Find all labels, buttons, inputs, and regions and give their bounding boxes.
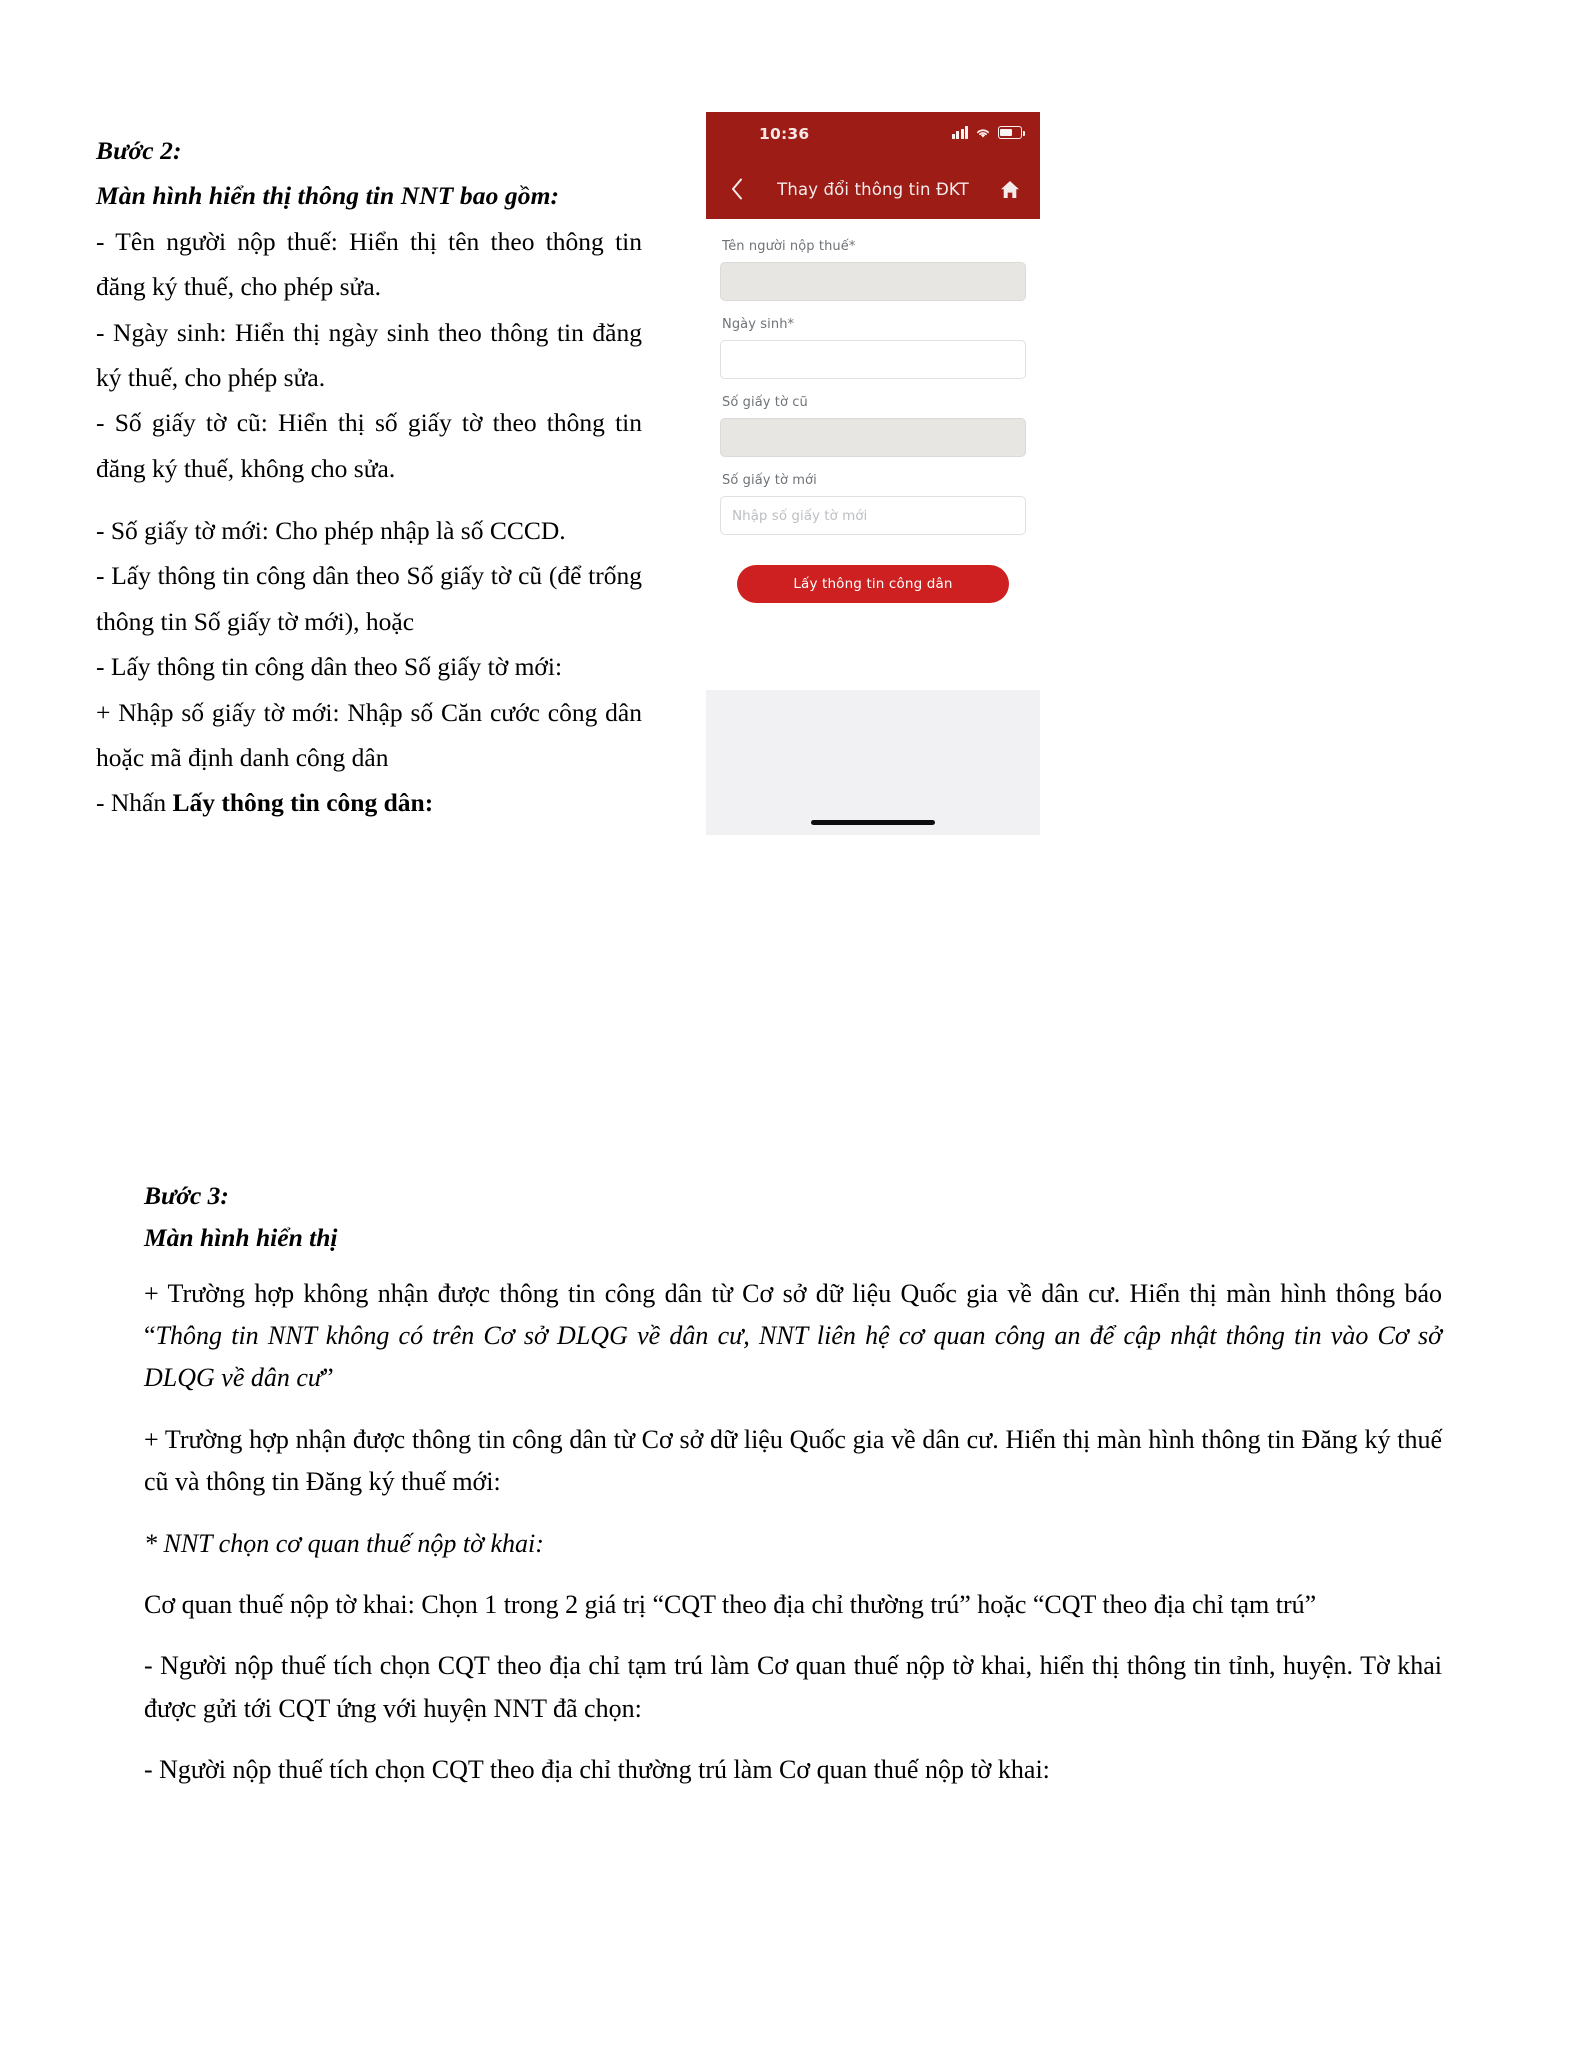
step2-heading: Bước 2:: [96, 136, 182, 165]
step2-section: [0, 0, 1583, 880]
step3-paragraph-1: + Trường hợp không nhận được thông tin công dân từ Cơ sở dữ liệu Quốc gia về dân cư. Hiển thị màn hình thông báo “Thông tin NNT không có trên Cơ sở DLQG về dân cư, NNT liên hệ cơ quan công an để cập nhật thông tin vào Cơ sở DLQG về dân cư”: [144, 1278, 1442, 1393]
status-time: 10:36: [759, 125, 810, 143]
phone-screenshot: [706, 112, 1040, 835]
step3-paragraph-2: + Trường hợp nhận được thông tin công dân từ Cơ sở dữ liệu Quốc gia về dân cư. Hiển thị màn hình thông tin Đăng ký thuế cũ và thông tin Đăng ký thuế mới:: [144, 1424, 1442, 1497]
phone-status-bar: [706, 112, 1040, 159]
step2-final-line: [96, 780, 642, 825]
input-so-giay-to-moi[interactable]: [720, 496, 1026, 535]
step2-line-1: - Tên người nộp thuế: Hiển thị tên theo thông tin đăng ký thuế, cho phép sửa.: [96, 226, 642, 302]
phone-nav-bar: [706, 159, 1040, 219]
step2-line-3: - Số giấy tờ cũ: Hiển thị số giấy tờ theo thông tin đăng ký thuế, không cho sửa.: [96, 408, 642, 483]
field-gap-3: [720, 457, 1026, 473]
input-ngay-sinh[interactable]: [720, 340, 1026, 379]
label-so-giay-to-cu: Số giấy tờ cũ: [722, 395, 808, 410]
step3-section: [144, 1175, 1442, 1791]
submit-button-wrap: [720, 565, 1026, 603]
phone-footer-area: [706, 690, 1040, 835]
phone-form-body: [706, 219, 1040, 690]
chevron-left-icon[interactable]: [724, 176, 750, 202]
step2-final-bold: Lấy thông tin công dân:: [172, 788, 434, 818]
input-so-giay-to-cu: [720, 418, 1026, 457]
home-icon[interactable]: [999, 178, 1021, 200]
battery-icon: [998, 126, 1022, 139]
step3-paragraph-6: - Người nộp thuế tích chọn CQT theo địa chỉ thường trú làm Cơ quan thuế nộp tờ khai:: [144, 1755, 1050, 1785]
label-ngay-sinh: Ngày sinh*: [722, 317, 795, 332]
home-indicator: [811, 820, 935, 825]
step2-text-column: [96, 128, 642, 826]
form-top-spacer: [720, 219, 1026, 239]
step3-paragraph-4: Cơ quan thuế nộp tờ khai: Chọn 1 trong 2 giá trị “CQT theo địa chỉ thường trú” hoặc “CQT theo địa chỉ tạm trú”: [144, 1589, 1317, 1619]
so-giay-to-moi-placeholder: Nhập số giấy tờ mới: [732, 507, 868, 524]
field-gap-2: [720, 379, 1026, 395]
step2-line-7: + Nhập số giấy tờ mới: Nhập số Căn cước công dân hoặc mã định danh công dân: [96, 697, 642, 772]
step2-line-2: - Ngày sinh: Hiển thị ngày sinh theo thông tin đăng ký thuế, cho phép sửa.: [96, 317, 642, 392]
step2-line-6: - Lấy thông tin công dân theo Số giấy tờ mới:: [96, 652, 563, 682]
paragraph-gap: [96, 491, 642, 508]
lay-thong-tin-cong-dan-button[interactable]: Lấy thông tin công dân: [737, 565, 1009, 603]
signal-bars-icon: [952, 126, 969, 139]
step3-paragraph-5: - Người nộp thuế tích chọn CQT theo địa chỉ tạm trú làm Cơ quan thuế nộp tờ khai, hiển thị thông tin tỉnh, huyện. Tờ khai được gửi tới CQT ứng với huyện NNT đã chọn:: [144, 1651, 1442, 1723]
step2-subheading: Màn hình hiển thị thông tin NNT bao gồm:: [96, 181, 560, 211]
step2-line-4: - Số giấy tờ mới: Cho phép nhập là số CCCD.: [96, 516, 566, 545]
input-ten-nguoi-nop-thue[interactable]: [720, 262, 1026, 301]
step2-final-prefix: - Nhấn: [96, 788, 173, 818]
step3-quote-text: Thông tin NNT không có trên Cơ sở DLQG về dân cư, NNT liên hệ cơ quan công an để cập nhật thông tin vào Cơ sở DLQG về dân cư: [144, 1321, 1442, 1393]
step2-line-5: - Lấy thông tin công dân theo Số giấy tờ cũ (để trống thông tin Số giấy tờ mới), hoặc: [96, 561, 642, 636]
label-ten-nguoi-nop-thue: Tên người nộp thuế*: [722, 239, 856, 254]
status-icon-group: [952, 126, 1023, 139]
wifi-icon: [975, 127, 991, 139]
step3-paragraph-3: * NNT chọn cơ quan thuế nộp tờ khai:: [144, 1528, 544, 1558]
step3-heading: Bước 3:: [144, 1181, 229, 1210]
step3-subheading: Màn hình hiển thị: [144, 1223, 338, 1253]
label-so-giay-to-moi: Số giấy tờ mới: [722, 473, 817, 488]
field-gap-1: [720, 301, 1026, 317]
phone-nav-title: Thay đổi thông tin ĐKT: [777, 179, 969, 199]
